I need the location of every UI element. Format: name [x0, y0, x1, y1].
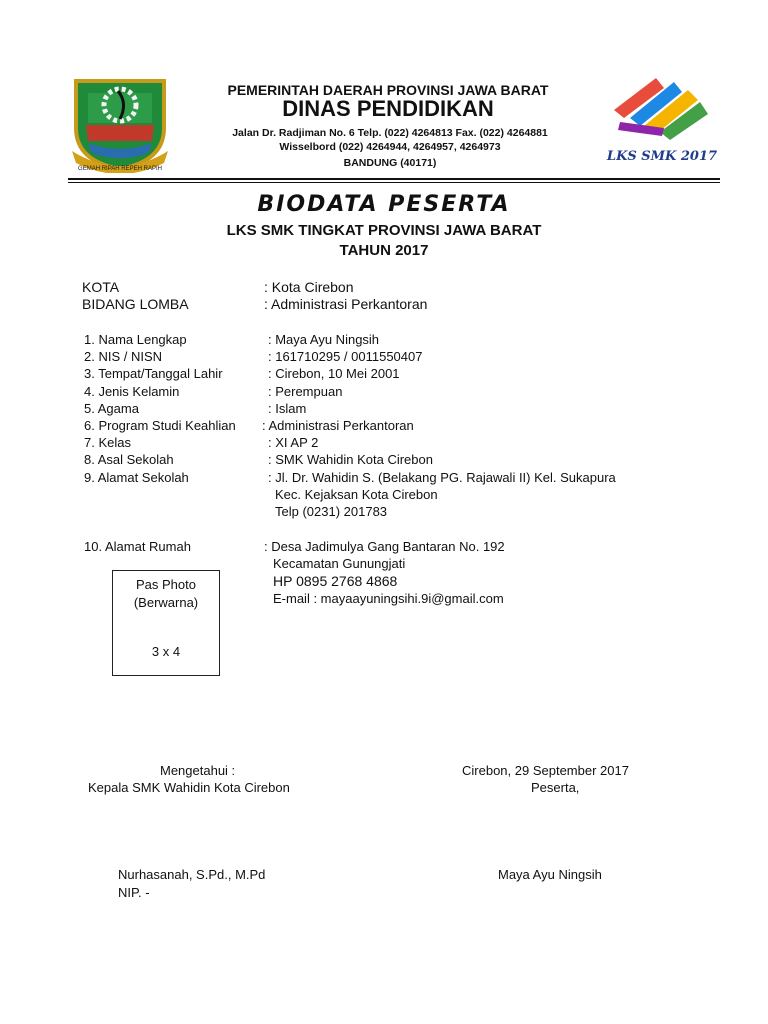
field-label: 5. Agama	[84, 401, 139, 416]
field-value: : Jl. Dr. Wahidin S. (Belakang PG. Rajawali II) Kel. Sukapura	[268, 470, 616, 485]
field-value: : XI AP 2	[268, 435, 319, 450]
right-logo-text: LKS SMK 2017	[606, 149, 718, 164]
place-date: Cirebon, 29 September 2017	[462, 763, 629, 778]
photo-color-note: (Berwarna)	[133, 595, 199, 610]
field-value: : SMK Wahidin Kota Cirebon	[268, 452, 433, 467]
document-title: BIODATA PESERTA	[257, 192, 511, 217]
field-label: 9. Alamat Sekolah	[84, 470, 189, 485]
agency-name: DINAS PENDIDIKAN	[282, 96, 494, 121]
address-line-1: Jalan Dr. Radjiman No. 6 Telp. (022) 4264813 Fax. (022) 4264881	[232, 127, 548, 139]
field-value: : Administrasi Perkantoran	[262, 418, 414, 433]
field-label: 6. Program Studi Keahlian	[84, 418, 236, 433]
school-address-line: Kec. Kejaksan Kota Cirebon	[275, 487, 438, 502]
header-divider-thick	[68, 178, 720, 180]
field-value: : Maya Ayu Ningsih	[268, 332, 380, 347]
home-address-value: : Desa Jadimulya Gang Bantaran No. 192	[264, 539, 505, 554]
subtitle-year: TAHUN 2017	[339, 242, 429, 259]
headmaster-nip: NIP. -	[118, 885, 150, 900]
participant-label: Peserta,	[531, 780, 580, 795]
field-label: 2. NIS / NISN	[84, 349, 163, 364]
field-value: : 161710295 / 0011550407	[268, 349, 423, 364]
field-label: 7. Kelas	[84, 435, 131, 450]
kota-label: KOTA	[82, 279, 120, 295]
photo-placeholder-box	[112, 570, 220, 676]
headmaster-name: Nurhasanah, S.Pd., M.Pd	[118, 867, 266, 882]
field-value: : Cirebon, 10 Mei 2001	[268, 366, 400, 381]
header-divider-thin	[68, 182, 720, 183]
field-value: : Perempuan	[268, 384, 343, 399]
participant-name: Maya Ayu Ningsih	[498, 867, 602, 882]
logo-motto: GEMAH RIPAH REPEH RAPIH	[78, 166, 162, 172]
bidang-lomba-label: BIDANG LOMBA	[82, 296, 189, 312]
photo-label: Pas Photo	[136, 577, 196, 592]
address-line-2: Wisselbord (022) 4264944, 4264957, 4264973	[279, 141, 501, 153]
headmaster-title: Kepala SMK Wahidin Kota Cirebon	[88, 780, 290, 795]
jawa-barat-emblem-logo	[68, 73, 172, 173]
field-label: 3. Tempat/Tanggal Lahir	[84, 366, 223, 381]
photo-size: 3 x 4	[151, 644, 181, 659]
lks-smk-2017-logo	[604, 72, 720, 168]
field-value: : Islam	[268, 401, 307, 416]
field-label: 1. Nama Lengkap	[84, 332, 187, 347]
field-label: 4. Jenis Kelamin	[84, 384, 180, 399]
home-phone: HP 0895 2768 4868	[273, 573, 398, 589]
subtitle-event: LKS SMK TINGKAT PROVINSI JAWA BARAT	[226, 222, 542, 239]
acknowledged-label: Mengetahui :	[160, 763, 236, 778]
kota-value: : Kota Cirebon	[264, 279, 354, 295]
school-phone-line: Telp (0231) 201783	[275, 504, 388, 519]
home-email: E-mail : mayaayuningsihi.9i@gmail.com	[273, 591, 504, 606]
home-address-district: Kecamatan Gunungjati	[273, 556, 406, 571]
home-address-label: 10. Alamat Rumah	[84, 539, 191, 554]
bidang-lomba-value: : Administrasi Perkantoran	[264, 296, 428, 312]
address-line-3: BANDUNG (40171)	[343, 157, 437, 169]
field-label: 8. Asal Sekolah	[84, 452, 174, 467]
org-line: PEMERINTAH DAERAH PROVINSI JAWA BARAT	[227, 82, 549, 98]
